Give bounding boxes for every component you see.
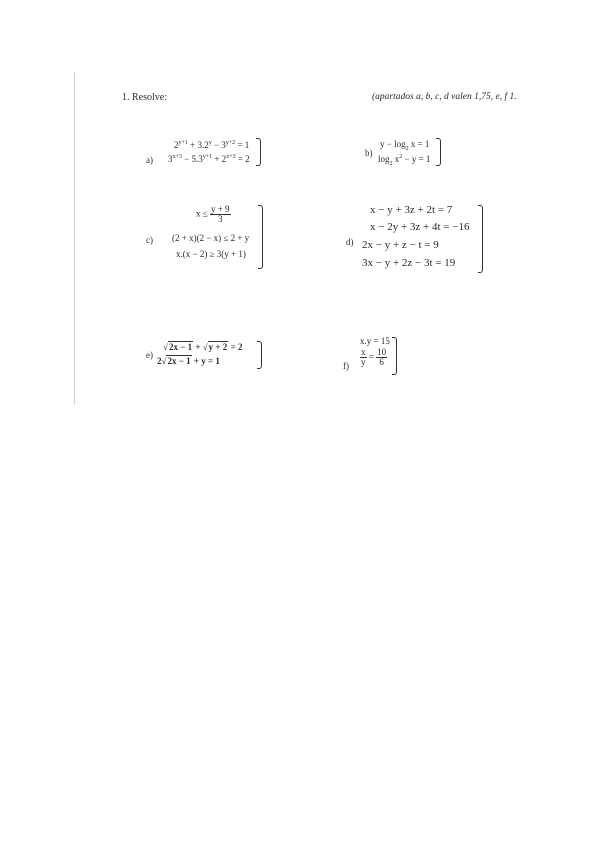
system-f (358, 337, 398, 375)
system-d-eq3: 2x − y + z − t = 9 (362, 239, 439, 251)
system-e-eq1: √2x − 1 + √y + 2 = 2 (163, 342, 243, 352)
system-a-eq1: $2^{y+1} + 3.2^y - 3^{y+2} = 1$ (174, 140, 250, 150)
label-c: c) (146, 235, 153, 245)
label-e: e) (146, 350, 153, 360)
system-d-eq2: x − 2y + 3z + 4t = −16 (370, 221, 470, 233)
points-note: (apartados a, b, c, d valen 1,75, e, f 1. (372, 92, 517, 102)
exercise-heading: 1. Resolve: (122, 92, 167, 103)
system-d-eq1: x − y + 3z + 2t = 7 (370, 204, 453, 216)
system-b-eq2: $\log_2 x^2 - y = 1$ (378, 154, 431, 167)
system-c-eq2: (2 + x)(2 − x) ≤ 2 + y (172, 233, 250, 243)
system-a (168, 138, 263, 166)
system-d-eq4: 3x − y + 2z − 3t = 19 (362, 257, 456, 269)
system-f-eq2: $\frac{x}{y}$ = $\frac{10}{6}$ (361, 347, 387, 367)
label-d: d) (346, 237, 354, 247)
system-b-eq1: $y - \log_2 x = 1$ (380, 139, 430, 152)
system-a-brace (256, 138, 261, 166)
label-a: a) (146, 155, 153, 165)
system-d (362, 205, 486, 273)
system-e-brace (257, 341, 262, 369)
system-b-brace (436, 138, 441, 166)
system-e-eq2: 2√2x − 1 + y = 1 (157, 356, 220, 366)
system-c (170, 205, 266, 269)
system-f-brace (392, 337, 397, 375)
system-d-brace (478, 205, 483, 273)
system-f-eq1: x.y = 15 (360, 336, 390, 346)
system-e (157, 341, 265, 369)
label-b: b) (365, 148, 373, 158)
system-b (378, 138, 442, 166)
system-a-eq2: $3^{x+3} - 5.3^{y+1} + 2^{x+3} = 2$ (168, 154, 250, 164)
margin-line (74, 72, 75, 404)
system-c-eq3: x.(x − 2) ≥ 3(y + 1) (176, 249, 246, 259)
system-c-eq1: x ≤ $\frac{y + 9}{3}$ (196, 204, 230, 224)
system-c-brace (258, 205, 263, 269)
label-f: f) (343, 361, 349, 371)
